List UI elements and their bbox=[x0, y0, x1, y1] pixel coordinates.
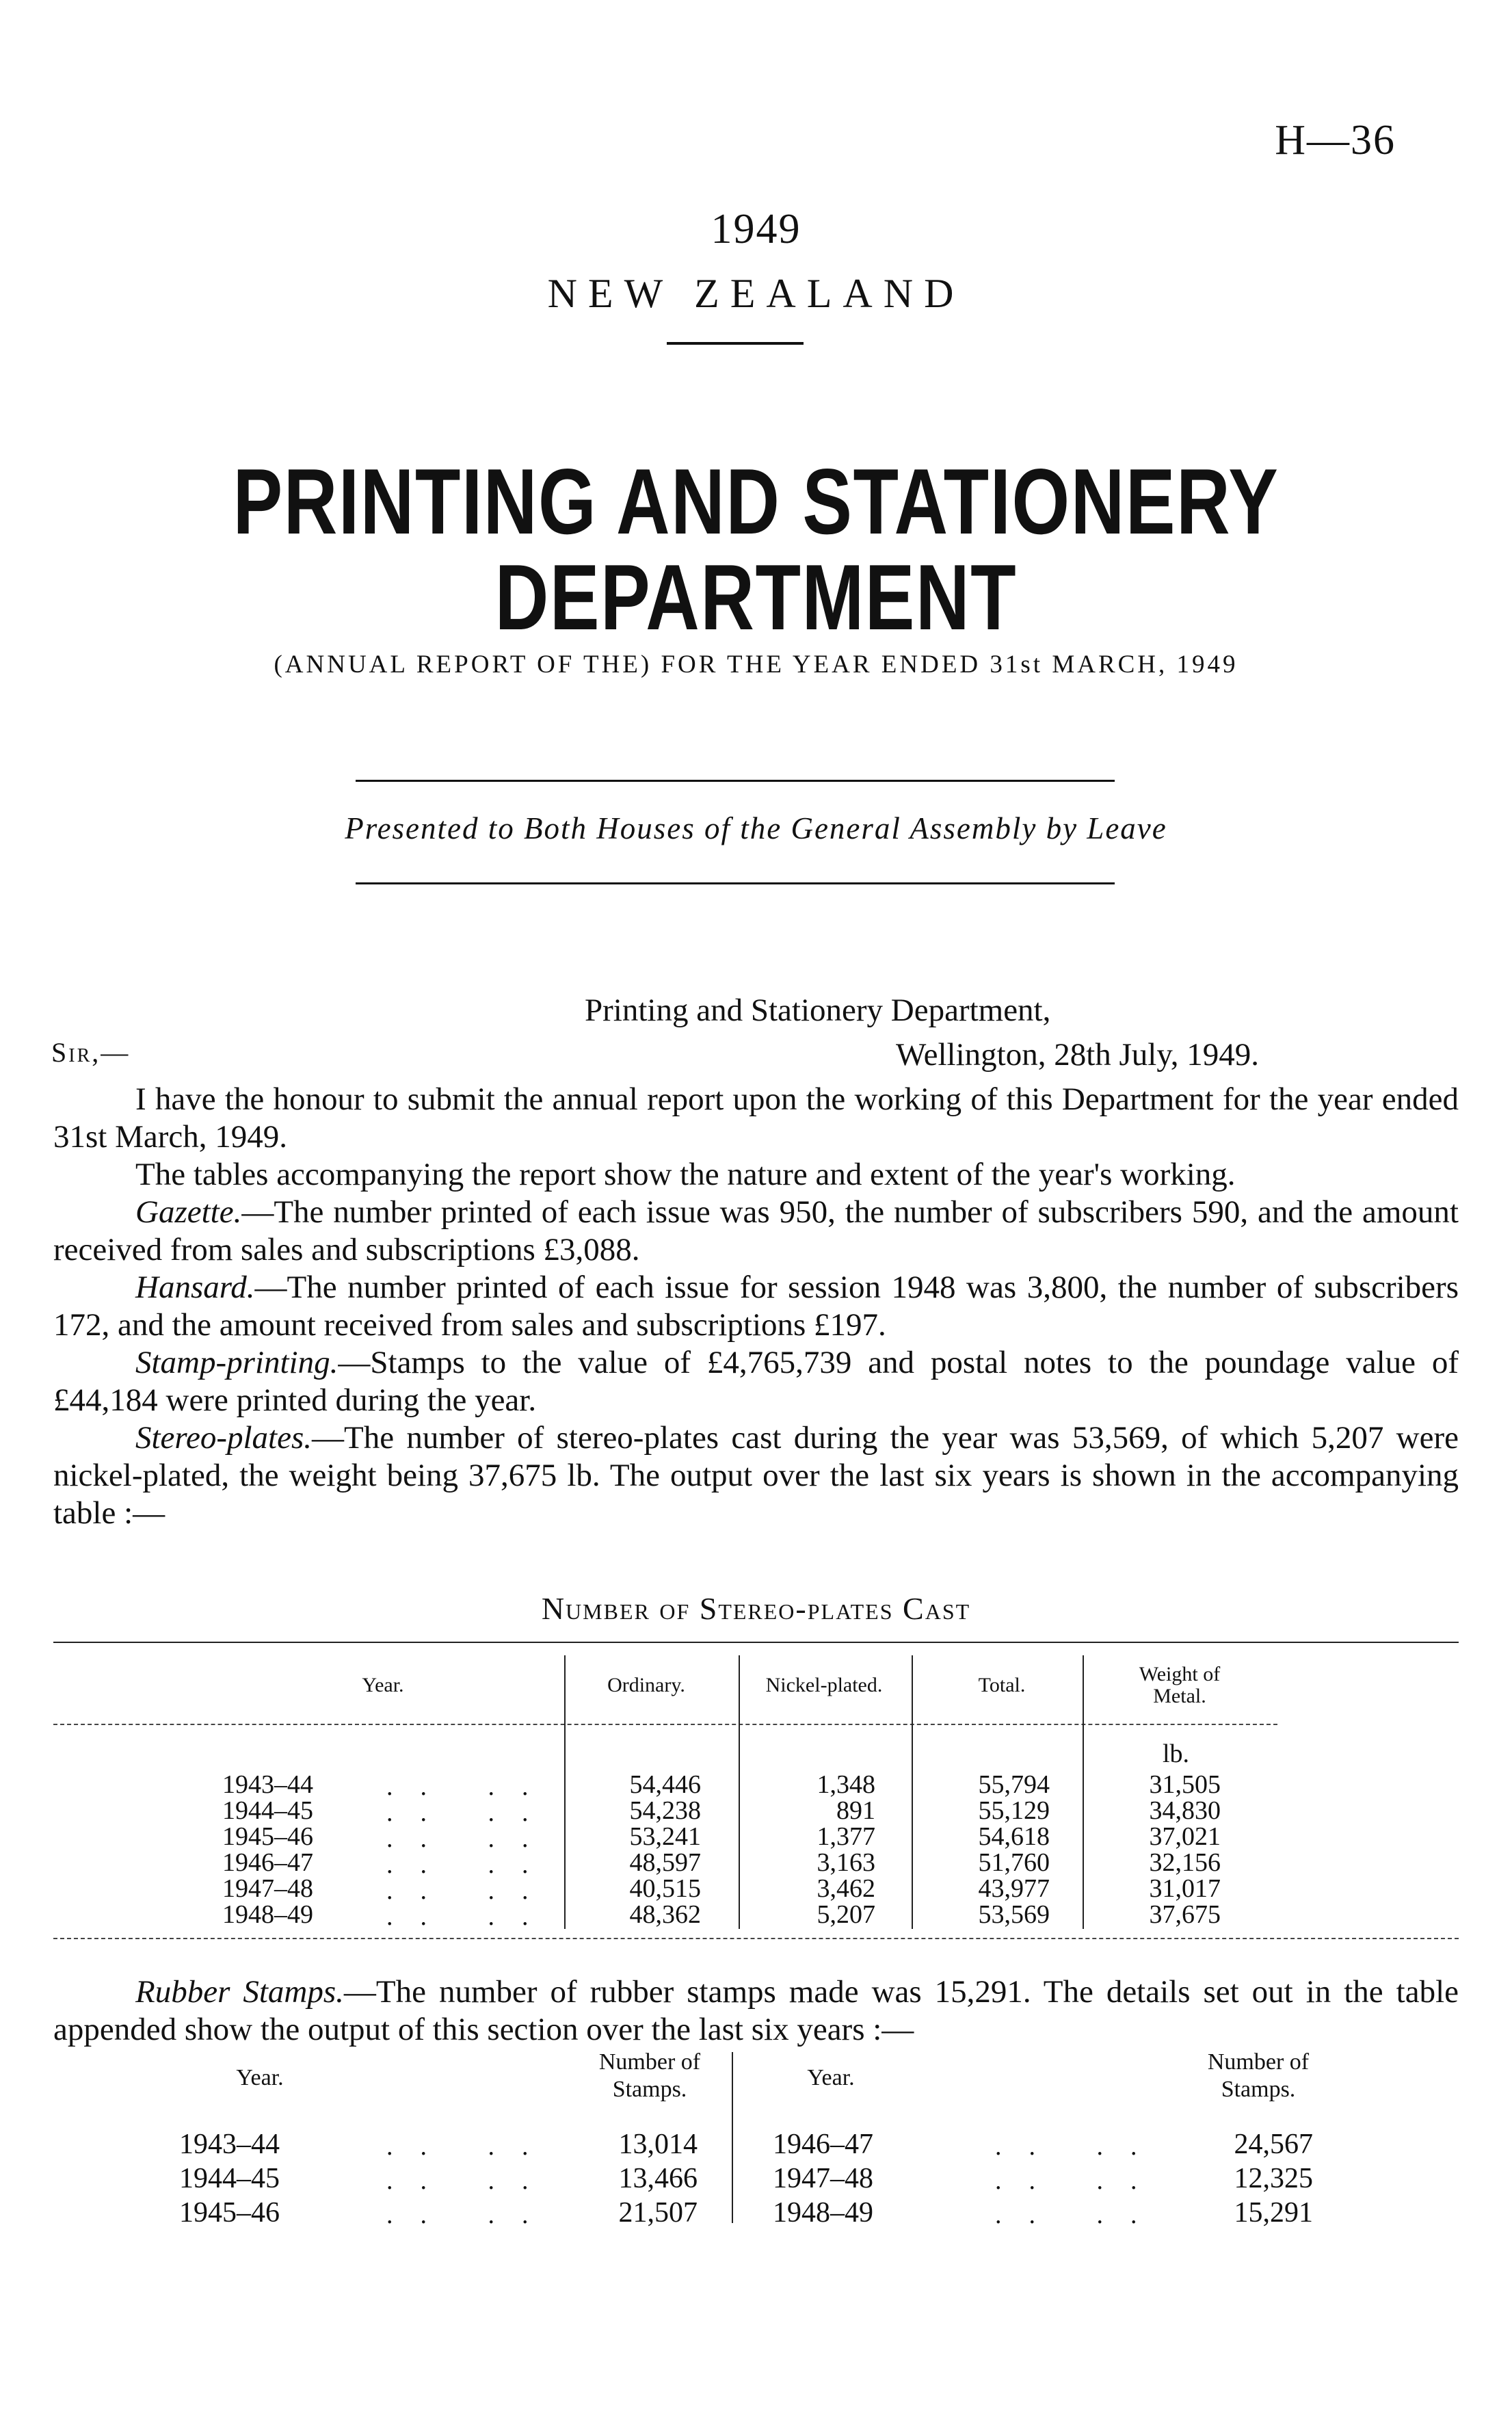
paragraph-tables: The tables accompanying the report show the nature and extent of the year's working. bbox=[135, 1157, 1236, 1192]
stereo-plates-lead: Stereo-plates. bbox=[135, 1420, 312, 1456]
rubber-right-year: 1947–48 bbox=[773, 2163, 873, 2194]
stereo-cell-weight: 31,505 bbox=[1149, 1770, 1221, 1799]
stereo-cell-ordinary: 54,446 bbox=[629, 1770, 701, 1799]
stereo-cell-leader: .. .. bbox=[386, 1876, 556, 1905]
stereo-col-divider-4 bbox=[1083, 1655, 1084, 1929]
rubber-right-year: 1946–47 bbox=[773, 2129, 873, 2160]
stereo-cell-leader: .. .. bbox=[386, 1824, 556, 1853]
stereo-cell-ordinary: 48,362 bbox=[629, 1900, 701, 1929]
body-text bbox=[53, 1081, 1459, 1532]
title-line-1: PRINTING AND STATIONERY bbox=[233, 449, 1279, 553]
paragraph-stereo-plates bbox=[53, 1419, 1459, 1532]
divider-top bbox=[356, 780, 1115, 782]
title-line-2: DEPARTMENT bbox=[494, 545, 1018, 649]
address-line-2: Wellington, 28th July, 1949. bbox=[896, 1037, 1260, 1073]
rubber-left-leader: .. .. bbox=[386, 2132, 556, 2161]
stereo-weight-unit: lb. bbox=[1163, 1739, 1190, 1768]
stereo-cell-weight: 31,017 bbox=[1149, 1874, 1221, 1903]
rubber-stamps-lead: Rubber Stamps. bbox=[135, 1974, 344, 2010]
rubber-right-number-line-1: Number of bbox=[1207, 2049, 1310, 2075]
rubber-right-number: 15,291 bbox=[1234, 2197, 1313, 2229]
rubber-left-header-number bbox=[568, 2049, 732, 2103]
rubber-right-header-year: Year. bbox=[807, 2065, 855, 2090]
stereo-cell-leader: .. .. bbox=[386, 1850, 556, 1879]
stamp-printing-lead: Stamp-printing. bbox=[135, 1345, 339, 1380]
stereo-header-total: Total. bbox=[978, 1674, 1026, 1696]
stereo-cell-nickel: 1,377 bbox=[817, 1822, 875, 1851]
rubber-right-leader: .. .. bbox=[995, 2166, 1165, 2195]
stereo-cell-nickel: 5,207 bbox=[817, 1900, 875, 1929]
stereo-cell-total: 43,977 bbox=[978, 1874, 1050, 1903]
stereo-cell-leader: .. .. bbox=[386, 1798, 556, 1827]
rubber-stamps-text: —The number of rubber stamps made was 15,291. The details set out in the table appended show the output of this section over the last six years :— bbox=[53, 1974, 1459, 2047]
stereo-cell-leader: .. .. bbox=[386, 1772, 556, 1801]
paragraph-rubber-stamps bbox=[53, 1973, 1459, 2049]
stereo-header-weight bbox=[1087, 1664, 1272, 1707]
stereo-cell-total: 54,618 bbox=[978, 1822, 1050, 1851]
short-divider bbox=[667, 342, 804, 345]
stereo-cell-year: 1945–46 bbox=[222, 1822, 313, 1851]
hansard-lead: Hansard. bbox=[135, 1270, 255, 1305]
stereo-cell-total: 51,760 bbox=[978, 1848, 1050, 1877]
stereo-cell-total: 55,129 bbox=[978, 1796, 1050, 1825]
stereo-cell-year: 1943–44 bbox=[222, 1770, 313, 1799]
stereo-cell-weight: 34,830 bbox=[1149, 1796, 1221, 1825]
gazette-lead: Gazette. bbox=[135, 1194, 242, 1230]
rubber-left-year: 1945–46 bbox=[179, 2197, 280, 2229]
salutation: Sir,— bbox=[51, 1037, 131, 1068]
rubber-right-leader: .. .. bbox=[995, 2200, 1165, 2229]
paragraph-hansard bbox=[53, 1269, 1459, 1344]
country-heading: NEW ZEALAND bbox=[547, 271, 965, 316]
stereo-cell-year: 1944–45 bbox=[222, 1796, 313, 1825]
hansard-text: —The number printed of each issue for session 1948 was 3,800, the number of subscribers 172, and the amount received from sales and subscriptions £197. bbox=[53, 1270, 1459, 1343]
stereo-cell-ordinary: 40,515 bbox=[629, 1874, 701, 1903]
rubber-left-number-line-1: Number of bbox=[598, 2049, 701, 2075]
stereo-cell-weight: 37,021 bbox=[1149, 1822, 1221, 1851]
divider-bottom bbox=[356, 882, 1115, 884]
stereo-cell-ordinary: 48,597 bbox=[629, 1848, 701, 1877]
stereo-cell-total: 55,794 bbox=[978, 1770, 1050, 1799]
stereo-cell-leader: .. .. bbox=[386, 1902, 556, 1931]
stereo-cell-nickel: 891 bbox=[836, 1796, 875, 1825]
rubber-right-number: 12,325 bbox=[1234, 2163, 1313, 2194]
rubber-right-number-line-2: Stamps. bbox=[1221, 2077, 1296, 2102]
stereo-col-divider-3 bbox=[912, 1655, 913, 1929]
rubber-right-year: 1948–49 bbox=[773, 2197, 873, 2229]
stereo-header-year: Year. bbox=[362, 1674, 404, 1696]
weight-header-line-1: Weight of bbox=[1139, 1663, 1221, 1685]
rubber-left-number: 13,466 bbox=[618, 2163, 698, 2194]
rubber-left-number: 21,507 bbox=[618, 2197, 698, 2229]
paragraph-stamp-printing bbox=[53, 1344, 1459, 1419]
rubber-col-divider bbox=[732, 2052, 733, 2223]
paragraph-intro: I have the honour to submit the annual report upon the working of this Department for the year ended 31st March, 1949. bbox=[53, 1081, 1459, 1155]
stereo-cell-weight: 32,156 bbox=[1149, 1848, 1221, 1877]
rubber-left-header-year: Year. bbox=[236, 2065, 284, 2090]
rubber-left-leader: .. .. bbox=[386, 2200, 556, 2229]
gazette-text: —The number printed of each issue was 950, the number of subscribers 590, and the amount received from sales and subscriptions £3,088. bbox=[53, 1194, 1459, 1267]
stereo-cell-year: 1948–49 bbox=[222, 1900, 313, 1929]
stereo-col-divider-2 bbox=[739, 1655, 740, 1929]
rubber-left-year: 1944–45 bbox=[179, 2163, 280, 2194]
stereo-header-nickel: Nickel-plated. bbox=[765, 1674, 883, 1696]
stereo-cell-nickel: 3,462 bbox=[817, 1874, 875, 1903]
stereo-cell-year: 1946–47 bbox=[222, 1848, 313, 1877]
report-year: 1949 bbox=[711, 206, 801, 252]
presented-line: Presented to Both Houses of the General Assembly by Leave bbox=[345, 811, 1167, 845]
rubber-left-number-line-2: Stamps. bbox=[612, 2077, 687, 2102]
rubber-left-leader: .. .. bbox=[386, 2166, 556, 2195]
subtitle: (ANNUAL REPORT OF THE) FOR THE YEAR ENDED 31st MARCH, 1949 bbox=[274, 651, 1238, 679]
stereo-cell-total: 53,569 bbox=[978, 1900, 1050, 1929]
stereo-cell-nickel: 3,163 bbox=[817, 1848, 875, 1877]
stereo-cell-weight: 37,675 bbox=[1149, 1900, 1221, 1929]
rubber-left-number: 13,014 bbox=[618, 2129, 698, 2160]
stereo-table-caption: Number of Stereo-plates Cast bbox=[541, 1591, 971, 1626]
stereo-table-top-rule bbox=[53, 1642, 1459, 1643]
weight-header-line-2: Metal. bbox=[1153, 1685, 1206, 1707]
stereo-table-bottom-rule bbox=[53, 1938, 1459, 1939]
stereo-cell-nickel: 1,348 bbox=[817, 1770, 875, 1799]
stereo-cell-ordinary: 54,238 bbox=[629, 1796, 701, 1825]
rubber-right-header-number bbox=[1176, 2049, 1340, 2103]
paragraph-gazette bbox=[53, 1194, 1459, 1269]
stereo-header-ordinary: Ordinary. bbox=[607, 1674, 685, 1696]
stamp-printing-text: —Stamps to the value of £4,765,739 and postal notes to the poundage value of £44,184 were printed during the year. bbox=[53, 1345, 1459, 1418]
rubber-right-leader: .. .. bbox=[995, 2132, 1165, 2161]
stereo-header-rule bbox=[53, 1724, 1277, 1725]
stereo-plates-text: —The number of stereo-plates cast during the year was 53,569, of which 5,207 were nickel-plated, the weight being 37,675 lb. The output over the last six years is shown in the accompanying table :— bbox=[53, 1420, 1459, 1531]
address-line-1: Printing and Stationery Department, bbox=[585, 993, 1051, 1028]
stereo-col-divider-1 bbox=[564, 1655, 566, 1929]
rubber-right-number: 24,567 bbox=[1234, 2129, 1313, 2160]
stereo-cell-year: 1947–48 bbox=[222, 1874, 313, 1903]
rubber-left-year: 1943–44 bbox=[179, 2129, 280, 2160]
page-number: H—36 bbox=[1275, 117, 1396, 163]
stereo-cell-ordinary: 53,241 bbox=[629, 1822, 701, 1851]
